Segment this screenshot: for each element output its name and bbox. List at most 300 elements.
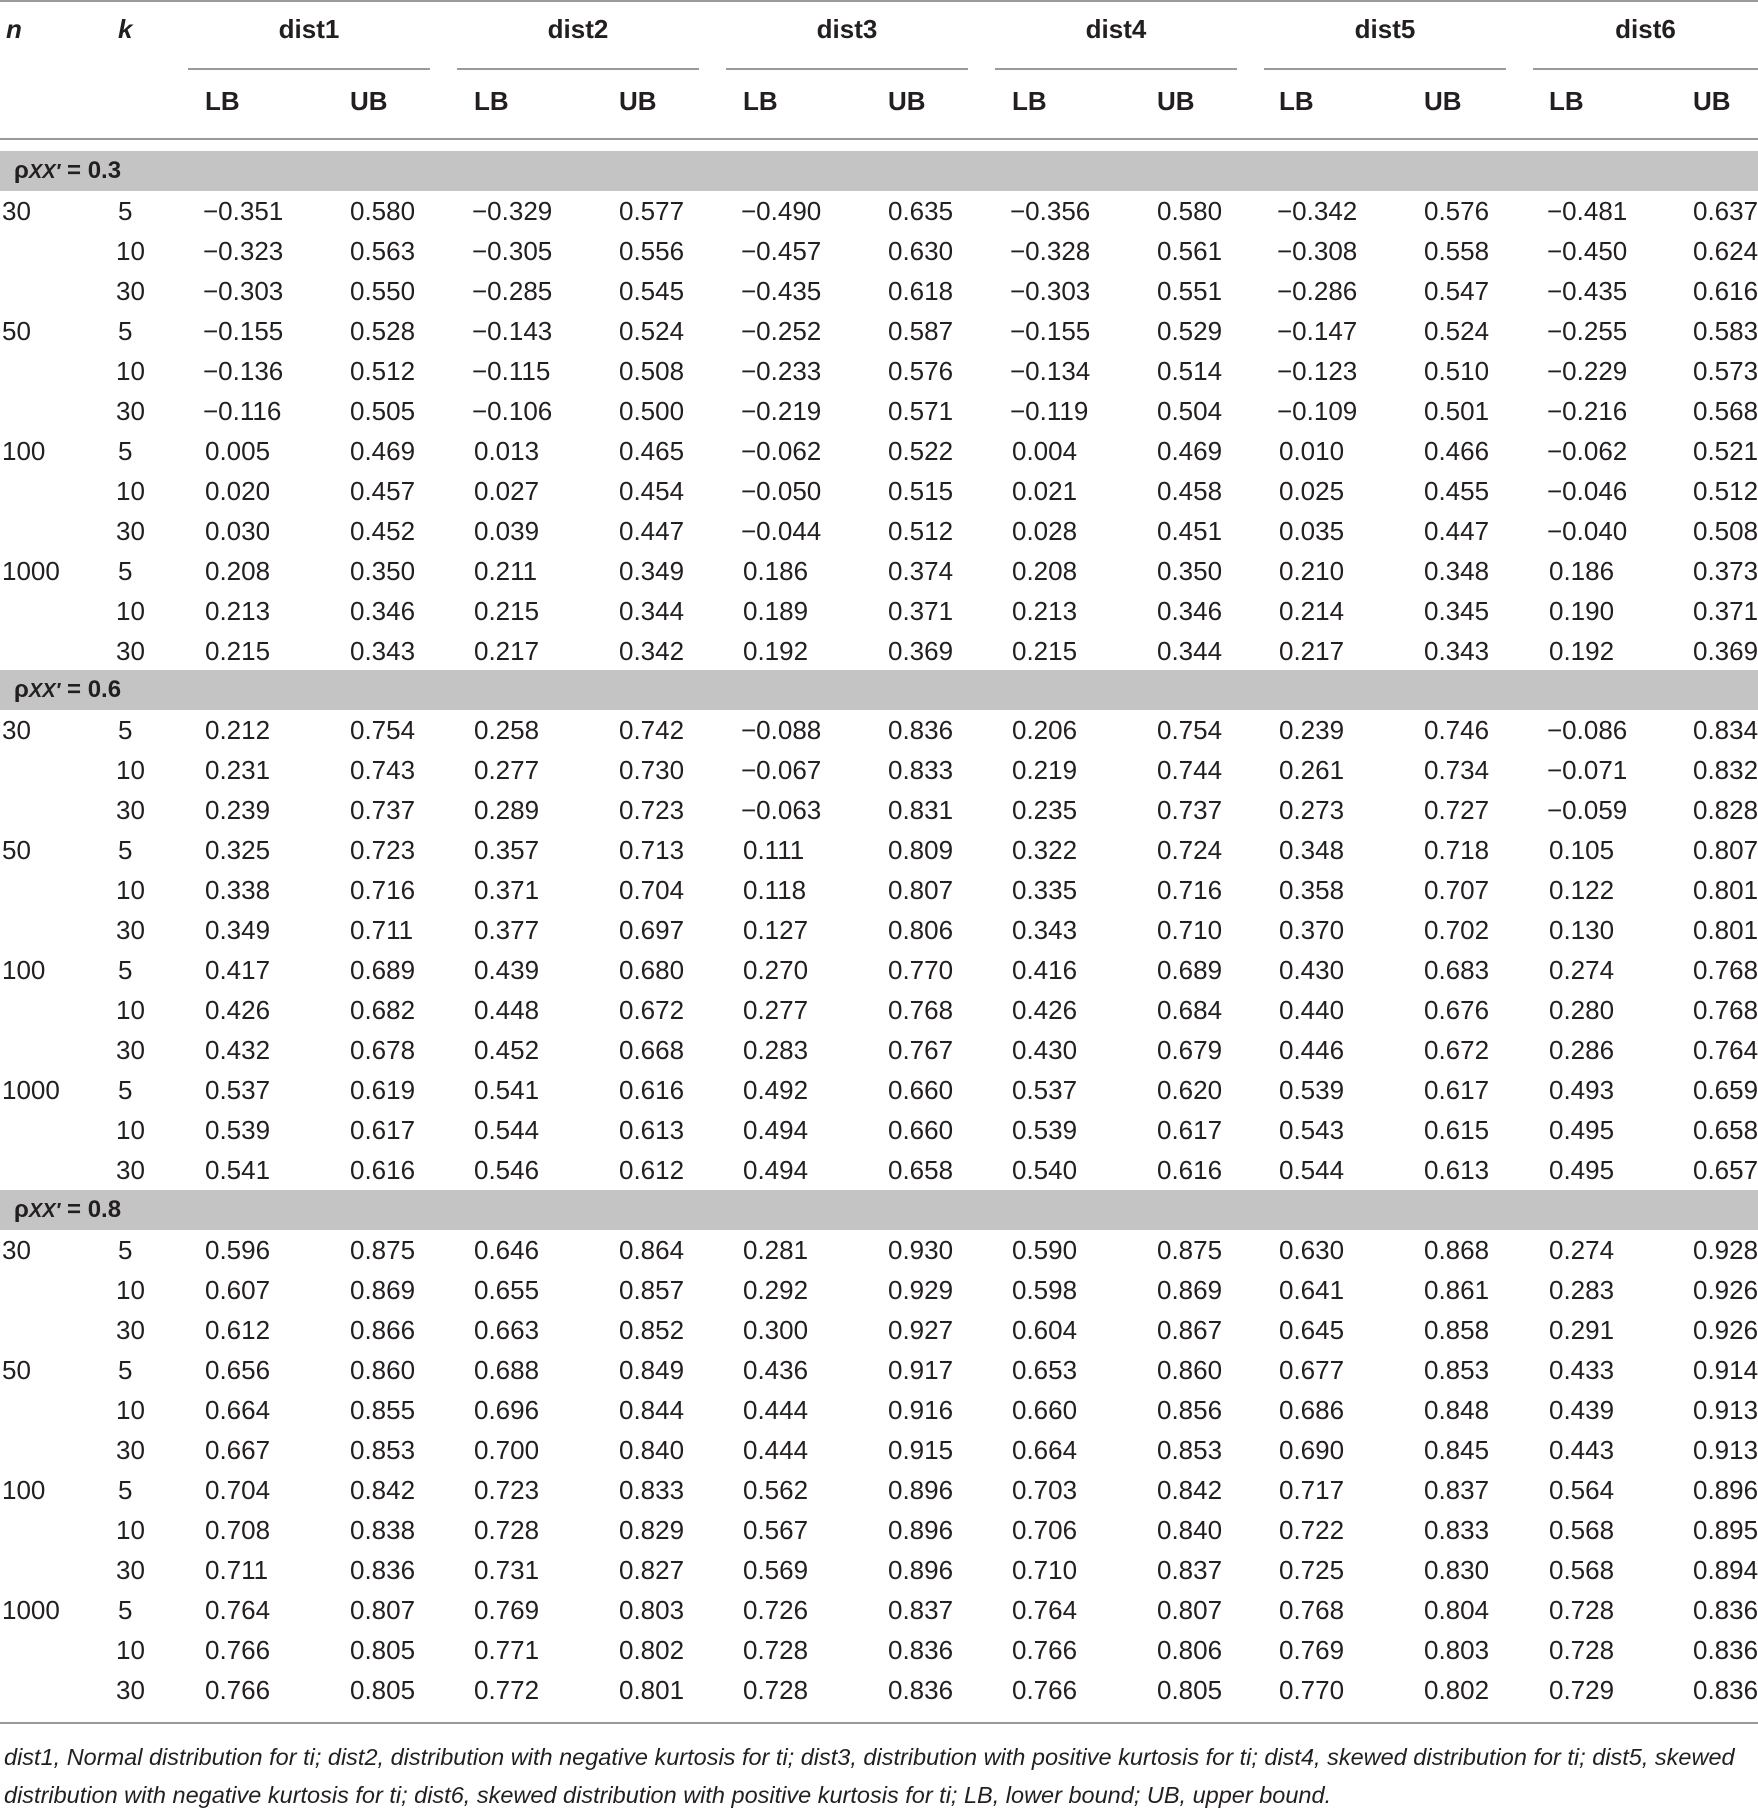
cell-ub: 0.716 (350, 875, 416, 905)
cell-ub: 0.915 (888, 1435, 954, 1465)
cell-lb: 0.539 (1279, 1075, 1345, 1105)
cell-ub: 0.680 (619, 955, 685, 985)
cell-ub: 0.875 (350, 1235, 416, 1265)
cell-k: 5 (118, 835, 133, 865)
cell-lb: 0.446 (1279, 1035, 1345, 1065)
cell-ub: 0.840 (619, 1435, 685, 1465)
cell-lb: 0.005 (205, 436, 271, 466)
cell-lb: −0.063 (741, 795, 822, 825)
cell-lb: −0.044 (741, 516, 822, 546)
cell-lb: 0.343 (1012, 915, 1078, 945)
cell-ub: 0.551 (1157, 276, 1223, 306)
cell-lb: 0.700 (474, 1435, 540, 1465)
cell-ub: 0.617 (1424, 1075, 1490, 1105)
cell-lb: −0.229 (1547, 356, 1628, 386)
cell-lb: −0.450 (1547, 236, 1628, 266)
cell-ub: 0.524 (1424, 316, 1490, 346)
cell-lb: 0.010 (1279, 436, 1345, 466)
cell-ub: 0.836 (888, 715, 954, 745)
col-header-ub: UB (619, 86, 657, 116)
cell-ub: 0.764 (1693, 1035, 1758, 1065)
cell-n: 100 (2, 955, 46, 985)
cell-ub: 0.612 (619, 1155, 685, 1185)
col-header-ub: UB (1693, 86, 1731, 116)
cell-k: 30 (116, 1315, 145, 1345)
col-header-n: n (6, 14, 22, 44)
cell-lb: 0.292 (743, 1275, 809, 1305)
col-header-ub: UB (888, 86, 926, 116)
cell-ub: 0.558 (1424, 236, 1490, 266)
dist-group-header: dist3 (816, 14, 878, 44)
cell-lb: −0.067 (741, 755, 822, 785)
cell-lb: 0.663 (474, 1315, 540, 1345)
cell-lb: 0.537 (205, 1075, 271, 1105)
cell-k: 10 (116, 1275, 145, 1305)
cell-ub: 0.624 (1693, 236, 1758, 266)
cell-ub: 0.842 (350, 1475, 416, 1505)
cell-ub: 0.547 (1424, 276, 1490, 306)
cell-ub: 0.342 (619, 636, 685, 666)
cell-k: 5 (118, 715, 133, 745)
dist-group-header: dist4 (1085, 14, 1147, 44)
cell-lb: 0.562 (743, 1475, 809, 1505)
cell-ub: 0.807 (350, 1595, 416, 1625)
cell-lb: 0.035 (1279, 516, 1345, 546)
cell-lb: 0.596 (205, 1235, 271, 1265)
cell-lb: 0.039 (474, 516, 540, 546)
cell-lb: 0.660 (1012, 1395, 1078, 1425)
cell-lb: 0.493 (1549, 1075, 1615, 1105)
cell-k: 5 (118, 196, 133, 226)
cell-lb: 0.370 (1279, 915, 1345, 945)
col-header-lb: LB (474, 86, 509, 116)
cell-lb: 0.325 (205, 835, 271, 865)
cell-ub: 0.704 (619, 875, 685, 905)
col-header-lb: LB (1279, 86, 1314, 116)
cell-lb: −0.323 (203, 236, 284, 266)
cell-n: 30 (2, 1235, 31, 1265)
cell-ub: 0.848 (1424, 1395, 1490, 1425)
cell-lb: −0.155 (203, 316, 284, 346)
cell-lb: 0.258 (474, 715, 540, 745)
cell-ub: 0.689 (1157, 955, 1223, 985)
cell-ub: 0.679 (1157, 1035, 1223, 1065)
cell-ub: 0.913 (1693, 1435, 1758, 1465)
cell-ub: 0.613 (619, 1115, 685, 1145)
cell-ub: 0.801 (1693, 915, 1758, 945)
cell-ub: 0.737 (350, 795, 416, 825)
cell-ub: 0.452 (350, 516, 416, 546)
cell-k: 30 (116, 276, 145, 306)
cell-ub: 0.869 (350, 1275, 416, 1305)
cell-lb: 0.213 (205, 596, 271, 626)
cell-ub: 0.913 (1693, 1395, 1758, 1425)
cell-lb: −0.303 (1010, 276, 1091, 306)
cell-ub: 0.840 (1157, 1515, 1223, 1545)
cell-ub: 0.834 (1693, 715, 1758, 745)
cell-lb: 0.277 (743, 995, 809, 1025)
cell-lb: 0.696 (474, 1395, 540, 1425)
cell-ub: 0.896 (888, 1555, 954, 1585)
dist-group-underline (457, 68, 699, 70)
cell-ub: 0.660 (888, 1075, 954, 1105)
cell-ub: 0.754 (1157, 715, 1223, 745)
cell-ub: 0.867 (1157, 1315, 1223, 1345)
cell-lb: 0.027 (474, 476, 540, 506)
cell-ub: 0.768 (1693, 995, 1758, 1025)
dist-group-header: dist5 (1354, 14, 1416, 44)
cell-k: 30 (116, 516, 145, 546)
rho-subscript: XX′ (28, 161, 61, 183)
cell-lb: −0.116 (203, 396, 282, 426)
cell-lb: 0.212 (205, 715, 271, 745)
cell-k: 10 (116, 1635, 145, 1665)
cell-lb: 0.703 (1012, 1475, 1078, 1505)
rho-symbol: ρ (14, 676, 29, 703)
cell-lb: 0.416 (1012, 955, 1078, 985)
cell-k: 30 (116, 1555, 145, 1585)
cell-lb: −0.046 (1547, 476, 1628, 506)
cell-lb: −0.252 (741, 316, 822, 346)
cell-lb: 0.280 (1549, 995, 1615, 1025)
cell-ub: 0.857 (619, 1275, 685, 1305)
cell-ub: 0.568 (1693, 396, 1758, 426)
cell-lb: 0.426 (205, 995, 271, 1025)
cell-lb: 0.494 (743, 1155, 809, 1185)
cell-ub: 0.512 (350, 356, 416, 386)
cell-ub: 0.829 (619, 1515, 685, 1545)
col-header-ub: UB (1424, 86, 1462, 116)
cell-lb: 0.728 (1549, 1635, 1615, 1665)
cell-lb: 0.655 (474, 1275, 540, 1305)
cell-ub: 0.521 (1693, 436, 1758, 466)
rho-subscript: XX′ (28, 1200, 61, 1222)
cell-k: 10 (116, 476, 145, 506)
cell-lb: −0.062 (1547, 436, 1628, 466)
cell-lb: 0.728 (743, 1635, 809, 1665)
cell-lb: 0.492 (743, 1075, 809, 1105)
cell-lb: 0.231 (205, 755, 271, 785)
cell-k: 30 (116, 1435, 145, 1465)
cell-lb: 0.567 (743, 1515, 809, 1545)
cell-ub: 0.668 (619, 1035, 685, 1065)
cell-lb: 0.656 (205, 1355, 271, 1385)
cell-lb: 0.771 (474, 1635, 540, 1665)
cell-ub: 0.689 (350, 955, 416, 985)
cell-ub: 0.350 (1157, 556, 1223, 586)
cell-ub: 0.858 (1424, 1315, 1490, 1345)
cell-lb: 0.448 (474, 995, 540, 1025)
cell-lb: −0.119 (1010, 396, 1089, 426)
cell-lb: 0.604 (1012, 1315, 1078, 1345)
cell-lb: 0.612 (205, 1315, 271, 1345)
cell-ub: 0.896 (888, 1515, 954, 1545)
cell-ub: 0.803 (619, 1595, 685, 1625)
section-band (0, 670, 1758, 710)
col-header-lb: LB (1012, 86, 1047, 116)
cell-lb: 0.768 (1279, 1595, 1345, 1625)
cell-ub: 0.896 (1693, 1475, 1758, 1505)
cell-ub: 0.896 (888, 1475, 954, 1505)
cell-ub: 0.836 (888, 1635, 954, 1665)
cell-lb: −0.088 (741, 715, 822, 745)
cell-n: 50 (2, 316, 31, 346)
cell-k: 5 (118, 436, 133, 466)
cell-ub: 0.512 (888, 516, 954, 546)
cell-lb: −0.147 (1277, 316, 1358, 346)
cell-ub: 0.856 (1157, 1395, 1223, 1425)
cell-k: 5 (118, 1235, 133, 1265)
cell-lb: 0.281 (743, 1235, 809, 1265)
cell-ub: 0.510 (1424, 356, 1490, 386)
cell-lb: 0.440 (1279, 995, 1345, 1025)
cell-ub: 0.504 (1157, 396, 1223, 426)
cell-ub: 0.346 (1157, 596, 1223, 626)
cell-lb: −0.109 (1277, 396, 1358, 426)
cell-ub: 0.744 (1157, 755, 1223, 785)
cell-lb: 0.543 (1279, 1115, 1345, 1145)
cell-ub: 0.716 (1157, 875, 1223, 905)
col-header-ub: UB (350, 86, 388, 116)
col-header-k: k (118, 14, 133, 44)
cell-lb: 0.208 (1012, 556, 1078, 586)
cell-ub: 0.469 (1157, 436, 1223, 466)
cell-lb: 0.722 (1279, 1515, 1345, 1545)
cell-lb: −0.115 (472, 356, 551, 386)
cell-lb: −0.305 (472, 236, 553, 266)
rho-symbol: ρ (14, 1196, 29, 1223)
cell-lb: 0.371 (474, 875, 540, 905)
cell-lb: 0.025 (1279, 476, 1345, 506)
cell-lb: 0.322 (1012, 835, 1078, 865)
header-bottom-rule (0, 138, 1758, 140)
col-header-lb: LB (1549, 86, 1584, 116)
cell-lb: 0.215 (205, 636, 271, 666)
cell-ub: 0.613 (1424, 1155, 1490, 1185)
cell-k: 10 (116, 1115, 145, 1145)
cell-ub: 0.580 (350, 196, 416, 226)
cell-ub: 0.576 (1424, 196, 1490, 226)
cell-ub: 0.864 (619, 1235, 685, 1265)
cell-lb: −0.062 (741, 436, 822, 466)
section-band (0, 1190, 1758, 1230)
cell-ub: 0.805 (350, 1635, 416, 1665)
cell-lb: 0.728 (743, 1675, 809, 1705)
cell-lb: 0.664 (1012, 1435, 1078, 1465)
cell-ub: 0.802 (1424, 1675, 1490, 1705)
cell-k: 10 (116, 356, 145, 386)
section-label (14, 670, 121, 711)
cell-ub: 0.767 (888, 1035, 954, 1065)
cell-lb: −0.351 (203, 196, 284, 226)
cell-lb: 0.717 (1279, 1475, 1345, 1505)
cell-lb: 0.725 (1279, 1555, 1345, 1585)
cell-lb: 0.348 (1279, 835, 1345, 865)
cell-k: 10 (116, 1515, 145, 1545)
cell-lb: 0.432 (205, 1035, 271, 1065)
cell-ub: 0.916 (888, 1395, 954, 1425)
cell-lb: −0.050 (741, 476, 822, 506)
cell-lb: 0.769 (474, 1595, 540, 1625)
cell-lb: 0.217 (1279, 636, 1345, 666)
cell-ub: 0.833 (1424, 1515, 1490, 1545)
cell-ub: 0.837 (1157, 1555, 1223, 1585)
cell-lb: 0.677 (1279, 1355, 1345, 1385)
cell-ub: 0.768 (1693, 955, 1758, 985)
cell-lb: 0.537 (1012, 1075, 1078, 1105)
cell-lb: 0.540 (1012, 1155, 1078, 1185)
cell-ub: 0.801 (1693, 875, 1758, 905)
cell-ub: 0.573 (1693, 356, 1758, 386)
cell-ub: 0.508 (1693, 516, 1758, 546)
cell-k: 30 (116, 1155, 145, 1185)
cell-lb: 0.270 (743, 955, 809, 985)
cell-ub: 0.833 (888, 755, 954, 785)
cell-ub: 0.707 (1424, 875, 1490, 905)
cell-ub: 0.743 (350, 755, 416, 785)
cell-ub: 0.917 (888, 1355, 954, 1385)
cell-ub: 0.616 (1693, 276, 1758, 306)
cell-lb: 0.766 (1012, 1635, 1078, 1665)
cell-lb: 0.211 (474, 556, 538, 586)
cell-n: 1000 (2, 556, 60, 586)
cell-k: 5 (118, 556, 133, 586)
cell-lb: 0.568 (1549, 1515, 1615, 1545)
cell-n: 30 (2, 715, 31, 745)
section-label (14, 151, 121, 192)
cell-k: 30 (116, 795, 145, 825)
cell-lb: 0.430 (1279, 955, 1345, 985)
cell-ub: 0.827 (619, 1555, 685, 1585)
cell-lb: 0.210 (1279, 556, 1345, 586)
cell-ub: 0.619 (350, 1075, 416, 1105)
cell-lb: −0.490 (741, 196, 822, 226)
cell-lb: −0.123 (1277, 356, 1358, 386)
cell-ub: 0.930 (888, 1235, 954, 1265)
cell-ub: 0.860 (350, 1355, 416, 1385)
col-header-lb: LB (743, 86, 778, 116)
cell-ub: 0.836 (1693, 1635, 1758, 1665)
cell-lb: 0.653 (1012, 1355, 1078, 1385)
cell-ub: 0.849 (619, 1355, 685, 1385)
cell-lb: 0.208 (205, 556, 271, 586)
cell-lb: 0.444 (743, 1395, 809, 1425)
cell-k: 5 (118, 1595, 133, 1625)
cell-ub: 0.524 (619, 316, 685, 346)
cell-ub: 0.831 (888, 795, 954, 825)
cell-ub: 0.345 (1424, 596, 1490, 626)
cell-lb: 0.439 (474, 955, 540, 985)
cell-lb: 0.430 (1012, 1035, 1078, 1065)
cell-lb: 0.215 (1012, 636, 1078, 666)
cell-ub: 0.768 (888, 995, 954, 1025)
cell-ub: 0.927 (888, 1315, 954, 1345)
cell-lb: −0.329 (472, 196, 553, 226)
cell-ub: 0.697 (619, 915, 685, 945)
cell-ub: 0.807 (1693, 835, 1758, 865)
cell-ub: 0.343 (350, 636, 416, 666)
cell-lb: 0.494 (743, 1115, 809, 1145)
cell-ub: 0.711 (350, 915, 414, 945)
cell-ub: 0.637 (1693, 196, 1758, 226)
cell-ub: 0.678 (350, 1035, 416, 1065)
cell-ub: 0.828 (1693, 795, 1758, 825)
cell-lb: 0.283 (1549, 1275, 1615, 1305)
cell-ub: 0.615 (1424, 1115, 1490, 1145)
cell-ub: 0.657 (1693, 1155, 1758, 1185)
cell-lb: 0.569 (743, 1555, 809, 1585)
cell-ub: 0.346 (350, 596, 416, 626)
cell-lb: −0.134 (1010, 356, 1091, 386)
cell-ub: 0.505 (350, 396, 416, 426)
cell-lb: −0.435 (741, 276, 822, 306)
cell-ub: 0.875 (1157, 1235, 1223, 1265)
cell-ub: 0.928 (1693, 1235, 1758, 1265)
cell-ub: 0.807 (1157, 1595, 1223, 1625)
cell-ub: 0.672 (1424, 1035, 1490, 1065)
cell-ub: 0.845 (1424, 1435, 1490, 1465)
cell-lb: 0.426 (1012, 995, 1078, 1025)
cell-lb: 0.711 (205, 1555, 269, 1585)
cell-lb: 0.539 (205, 1115, 271, 1145)
cell-lb: 0.452 (474, 1035, 540, 1065)
cell-lb: 0.013 (474, 436, 540, 466)
cell-ub: 0.914 (1693, 1355, 1758, 1385)
cell-k: 5 (118, 1355, 133, 1385)
cell-lb: 0.686 (1279, 1395, 1345, 1425)
cell-lb: 0.630 (1279, 1235, 1345, 1265)
cell-ub: 0.672 (619, 995, 685, 1025)
cell-lb: 0.357 (474, 835, 540, 865)
cell-ub: 0.842 (1157, 1475, 1223, 1505)
cell-lb: −0.342 (1277, 196, 1358, 226)
cell-ub: 0.770 (888, 955, 954, 985)
cell-ub: 0.805 (350, 1675, 416, 1705)
cell-lb: 0.020 (205, 476, 271, 506)
cell-ub: 0.515 (888, 476, 954, 506)
cell-lb: 0.598 (1012, 1275, 1078, 1305)
cell-lb: 0.704 (205, 1475, 271, 1505)
cell-lb: 0.646 (474, 1235, 540, 1265)
cell-ub: 0.455 (1424, 476, 1490, 506)
cell-ub: 0.658 (1693, 1115, 1758, 1145)
cell-ub: 0.683 (1424, 955, 1490, 985)
cell-ub: 0.837 (1424, 1475, 1490, 1505)
cell-ub: 0.833 (619, 1475, 685, 1505)
cell-lb: 0.728 (474, 1515, 540, 1545)
cell-ub: 0.371 (888, 596, 954, 626)
cell-ub: 0.723 (619, 795, 685, 825)
cell-lb: 0.443 (1549, 1435, 1615, 1465)
cell-ub: 0.658 (888, 1155, 954, 1185)
rho-symbol: ρ (14, 157, 29, 184)
dist-group-header: dist1 (278, 14, 340, 44)
cell-ub: 0.583 (1693, 316, 1758, 346)
cell-lb: 0.770 (1279, 1675, 1345, 1705)
cell-lb: −0.308 (1277, 236, 1358, 266)
cell-ub: 0.684 (1157, 995, 1223, 1025)
cell-ub: 0.723 (350, 835, 416, 865)
cell-lb: 0.105 (1549, 835, 1615, 865)
cell-ub: 0.550 (350, 276, 416, 306)
cell-lb: 0.273 (1279, 795, 1345, 825)
cell-lb: 0.130 (1549, 915, 1615, 945)
cell-ub: 0.702 (1424, 915, 1490, 945)
cell-n: 100 (2, 436, 46, 466)
cell-ub: 0.724 (1157, 835, 1223, 865)
cell-lb: 0.021 (1012, 476, 1078, 506)
cell-ub: 0.512 (1693, 476, 1758, 506)
